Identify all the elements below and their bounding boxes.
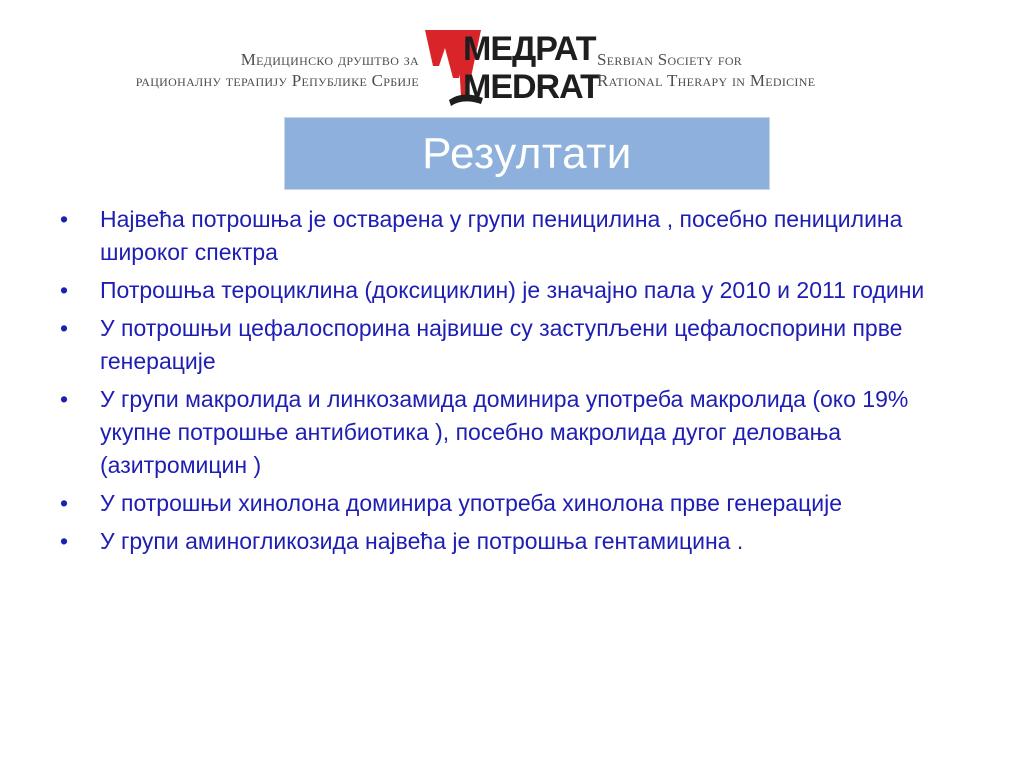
- bullet-marker: •: [60, 490, 69, 516]
- bullet-text: У групи аминогликозида највећа је потрошња гентамицина .: [100, 528, 744, 554]
- bullet-item: [60, 312, 960, 378]
- bullet-marker: •: [60, 386, 69, 412]
- medrat-logo: [423, 26, 600, 110]
- bullet-text: У групи макролида и линкозамида доминира употреба макролида (око 19% укупне потрошње антибиотика ), посебно макролида дугог деловања (азитромицин ): [100, 386, 909, 478]
- results-bullet-list: [60, 203, 960, 563]
- bullet-marker: •: [60, 315, 69, 341]
- bullet-text: Највећа потрошња је остварена у групи пеницилина , посебно пеницилина широког спектра: [100, 206, 903, 265]
- logo-text-top: МЕДРАТ: [463, 30, 596, 68]
- logo-text-bottom: MEDRAT: [463, 68, 600, 106]
- society-name-serbian: [59, 49, 419, 91]
- bullet-marker: •: [60, 206, 69, 232]
- bullet-text: У потрошњи цефалоспорина највише су заступљени цефалоспорини прве генерације: [100, 315, 903, 374]
- bullet-item: [60, 274, 960, 307]
- bullet-text: У потрошњи хинолона доминира употреба хинолона прве генерације: [100, 490, 842, 516]
- bullet-text: Потрошња тероциклина (доксициклин) је значајно пала у 2010 и 2011 години: [100, 277, 925, 303]
- bullet-item: [60, 383, 960, 482]
- society-name-english-line-2: Rational Therapy in Medicine: [597, 71, 816, 90]
- bullet-item: [60, 487, 960, 520]
- bullet-item: [60, 203, 960, 269]
- society-name-serbian-line-1: Медицинско друштво за: [240, 50, 419, 69]
- bullet-marker: •: [60, 277, 69, 303]
- society-name-serbian-line-2: рационалну терапију Републике Србије: [135, 71, 419, 90]
- society-name-english: [597, 49, 957, 91]
- slide-title: Резултати: [422, 128, 632, 178]
- bullet-marker: •: [60, 528, 69, 554]
- society-name-english-line-1: Serbian Society for: [597, 50, 743, 69]
- bullet-item: [60, 525, 960, 558]
- slide-title-box: [284, 117, 770, 190]
